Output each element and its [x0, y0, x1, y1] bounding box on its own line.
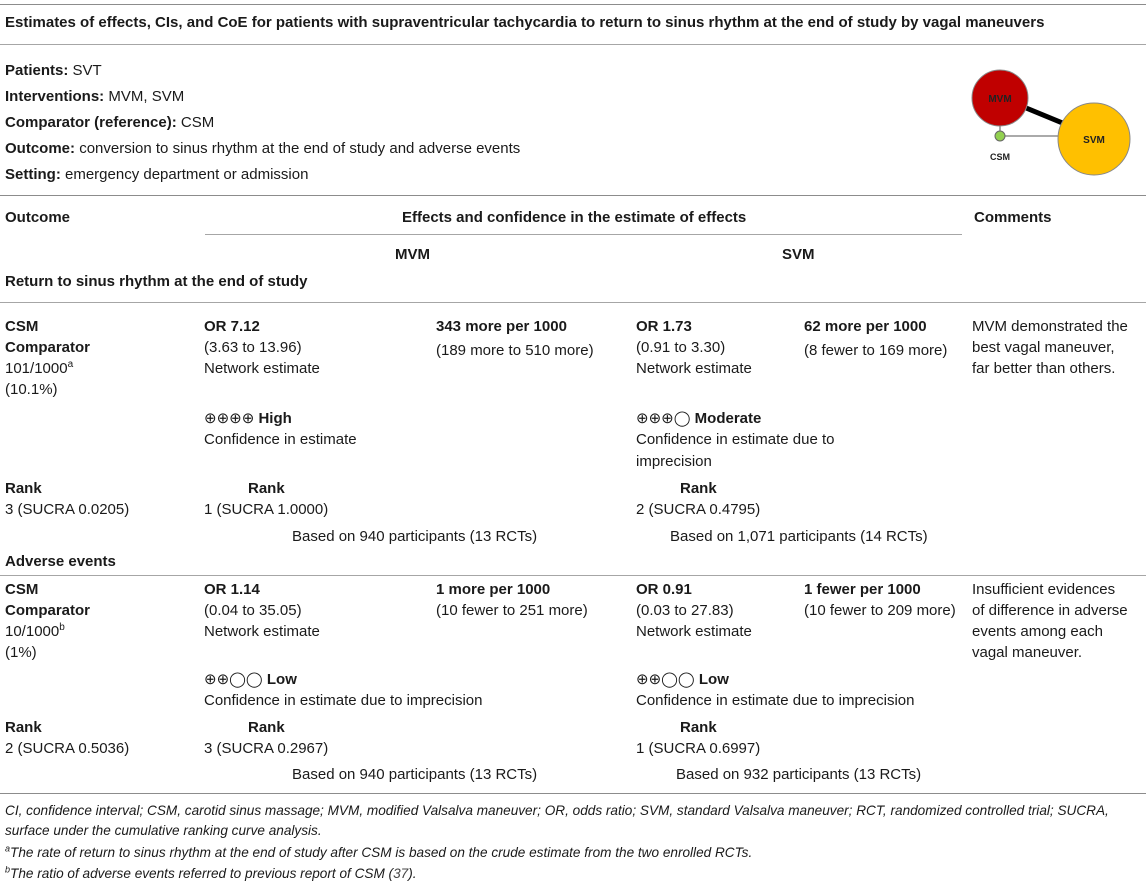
csm-pct: (1%) [5, 644, 37, 661]
mvm-coe-text: Confidence in estimate due to imprecision [204, 692, 483, 709]
node-csm-label: CSM [990, 152, 1010, 162]
table-title: Estimates of effects, CIs, and CoE for patients with supraventricular tachycardia to return to sinus rhythm at the end of study by vagal maneuvers [5, 14, 1045, 31]
comment-line: far better than others. [972, 360, 1116, 377]
svm-based-on: Based on 932 participants (13 RCTs) [676, 766, 922, 783]
svm-rank-value: 1 (SUCRA 0.6997) [636, 740, 761, 757]
svm-rank-label: Rank [680, 480, 717, 497]
mvm-based-on: Based on 940 participants (13 RCTs) [292, 766, 538, 783]
svm-coe-text: Confidence in estimate due to imprecision [636, 692, 915, 709]
csm-rank-value: 2 (SUCRA 0.5036) [5, 740, 130, 757]
svm-coe-text: Confidence in estimate due to [636, 431, 835, 448]
bottom-rule [0, 793, 1146, 794]
csm-rate: 101/1000$^a$ [5, 359, 74, 377]
csm-label: CSM [5, 581, 39, 598]
footnote-b: $^b$The ratio of adverse events referred to previous report of CSM (37). [5, 864, 417, 881]
comment-line: events among each [972, 623, 1103, 640]
svm-rank-value: 2 (SUCRA 0.4795) [636, 501, 761, 518]
section-rule [0, 575, 1146, 576]
network-diagram [962, 62, 1142, 192]
node-mvm-label: MVM [988, 94, 1012, 105]
header-outcome: Outcome [5, 209, 71, 226]
node-csm [995, 131, 1005, 141]
footnote-abbreviations-cont: surface under the cumulative ranking curve analysis. [5, 823, 322, 838]
comparator-label: Comparator [5, 339, 91, 356]
csm-rank-label: Rank [5, 480, 42, 497]
mvm-abs: 1 more per 1000 [436, 581, 551, 598]
svm-abs: 1 fewer per 1000 [804, 581, 921, 598]
svm-coe-text-2: imprecision [636, 453, 712, 470]
mvm-abs-ci: (10 fewer to 251 more) [436, 602, 588, 619]
header-sub-rule [205, 234, 962, 235]
svm-or: OR 0.91 [636, 581, 692, 598]
mvm-abs-ci: (189 more to 510 more) [436, 342, 594, 359]
svm-ci: (0.03 to 27.83) [636, 602, 734, 619]
mvm-rank-value: 3 (SUCRA 0.2967) [204, 740, 329, 757]
svm-ci: (0.91 to 3.30) [636, 339, 726, 356]
svm-rank-label: Rank [680, 719, 717, 736]
comment-line: MVM demonstrated the [972, 318, 1128, 335]
title-rule [0, 44, 1146, 45]
comment-line: vagal maneuver. [972, 644, 1083, 661]
section-title: Return to sinus rhythm at the end of study [5, 273, 308, 290]
footnote-abbreviations: CI, confidence interval; CSM, carotid sinus massage; MVM, modified Valsalva maneuver; OR, odds ratio; SVM, standard Valsalva maneuver; RCT, randomized controlled trial; SUCRA, [5, 803, 1109, 818]
svm-based-on: Based on 1,071 participants (14 RCTs) [670, 528, 928, 545]
mvm-ci: (3.63 to 13.96) [204, 339, 302, 356]
mvm-rank-label: Rank [248, 480, 285, 497]
setting-line: Setting: emergency department or admission [5, 166, 309, 183]
mvm-or: OR 1.14 [204, 581, 260, 598]
mvm-coe: ⊕⊕◯◯ Low [204, 671, 297, 688]
header-svm: SVM [782, 246, 815, 263]
mvm-est: Network estimate [204, 360, 320, 377]
svm-est: Network estimate [636, 623, 752, 640]
mvm-coe-text: Confidence in estimate [204, 431, 357, 448]
mvm-rank-label: Rank [248, 719, 285, 736]
mvm-abs: 343 more per 1000 [436, 318, 567, 335]
svm-abs-ci: (8 fewer to 169 more) [804, 342, 948, 359]
interventions-line: Interventions: MVM, SVM [5, 88, 185, 105]
node-svm-label: SVM [1083, 135, 1105, 146]
svm-est: Network estimate [636, 360, 752, 377]
mvm-coe: ⊕⊕⊕⊕ High [204, 410, 292, 427]
section-title: Adverse events [5, 553, 116, 570]
csm-rank-label: Rank [5, 719, 42, 736]
mvm-ci: (0.04 to 35.05) [204, 602, 302, 619]
section-rule [0, 302, 1146, 303]
csm-label: CSM [5, 318, 39, 335]
svm-coe: ⊕⊕⊕◯ Moderate [636, 410, 762, 427]
mvm-est: Network estimate [204, 623, 320, 640]
svm-abs-ci: (10 fewer to 209 more) [804, 602, 956, 619]
patients-line: Patients: SVT [5, 62, 102, 79]
header-comments: Comments [974, 209, 1052, 226]
mvm-rank-value: 1 (SUCRA 1.0000) [204, 501, 329, 518]
mvm-or: OR 7.12 [204, 318, 260, 335]
comparator-label: Comparator [5, 602, 91, 619]
top-rule [0, 4, 1146, 5]
comment-line: best vagal maneuver, [972, 339, 1115, 356]
csm-rate: 10/1000$^b$ [5, 622, 65, 640]
csm-pct: (10.1%) [5, 381, 58, 398]
summary-rule [0, 195, 1146, 196]
svm-coe: ⊕⊕◯◯ Low [636, 671, 729, 688]
comparator-line: Comparator (reference): CSM [5, 114, 215, 131]
mvm-based-on: Based on 940 participants (13 RCTs) [292, 528, 538, 545]
svm-abs: 62 more per 1000 [804, 318, 927, 335]
reference-link[interactable]: 37 [393, 866, 409, 881]
csm-rank-value: 3 (SUCRA 0.0205) [5, 501, 130, 518]
comment-line: Insufficient evidences [972, 581, 1116, 598]
svm-or: OR 1.73 [636, 318, 692, 335]
header-mvm: MVM [395, 246, 430, 263]
outcome-line: Outcome: conversion to sinus rhythm at the end of study and adverse events [5, 140, 521, 157]
footnote-a: $^a$The rate of return to sinus rhythm at the end of study after CSM is based on the crude estimate from the two enrolled RCTs. [5, 843, 753, 860]
header-effects: Effects and confidence in the estimate of effects [402, 209, 747, 226]
comment-line: of difference in adverse [972, 602, 1128, 619]
